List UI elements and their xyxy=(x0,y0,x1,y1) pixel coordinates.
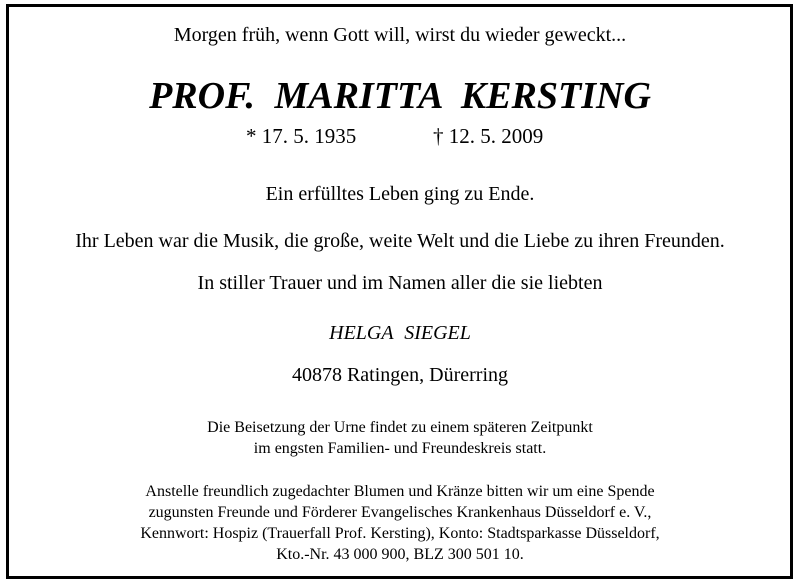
life-line: Ein erfülltes Leben ging zu Ende. xyxy=(265,183,535,205)
donation-line-1: Anstelle freundlich zugedachter Blumen und Kränze bitten wir um eine Spende xyxy=(145,483,655,500)
donation-line-3: Kennwort: Hospiz (Trauerfall Prof. Kersting), Konto: Stadtsparkasse Düsseldorf, xyxy=(140,525,660,542)
mourning-line: In stiller Trauer und im Namen aller die sie liebten xyxy=(197,272,603,294)
mourner-address: 40878 Ratingen, Dürerring xyxy=(291,364,509,386)
donation-line-4: Kto.-Nr. 43 000 900, BLZ 300 501 10. xyxy=(276,546,524,563)
death-date: † 12. 5. 2009 xyxy=(433,124,544,148)
donation-line-2: zugunsten Freunde und Förderer Evangelisches Krankenhaus Düsseldorf e. V., xyxy=(148,504,652,521)
motto-line: Morgen früh, wenn Gott will, wirst du wieder geweckt... xyxy=(173,24,627,46)
burial-line-2: im engsten Familien- und Freundeskreis statt. xyxy=(253,440,547,457)
mourner-name: HELGA SIEGEL xyxy=(329,322,471,344)
deceased-name: PROF. MARITTA KERSTING xyxy=(149,75,651,117)
burial-line-1: Die Beisetzung der Urne findet zu einem späteren Zeitpunkt xyxy=(207,419,593,436)
music-line: Ihr Leben war die Musik, die große, weite Welt und die Liebe zu ihren Freunden. xyxy=(75,230,725,252)
birth-date: * 17. 5. 1935 xyxy=(246,124,357,148)
